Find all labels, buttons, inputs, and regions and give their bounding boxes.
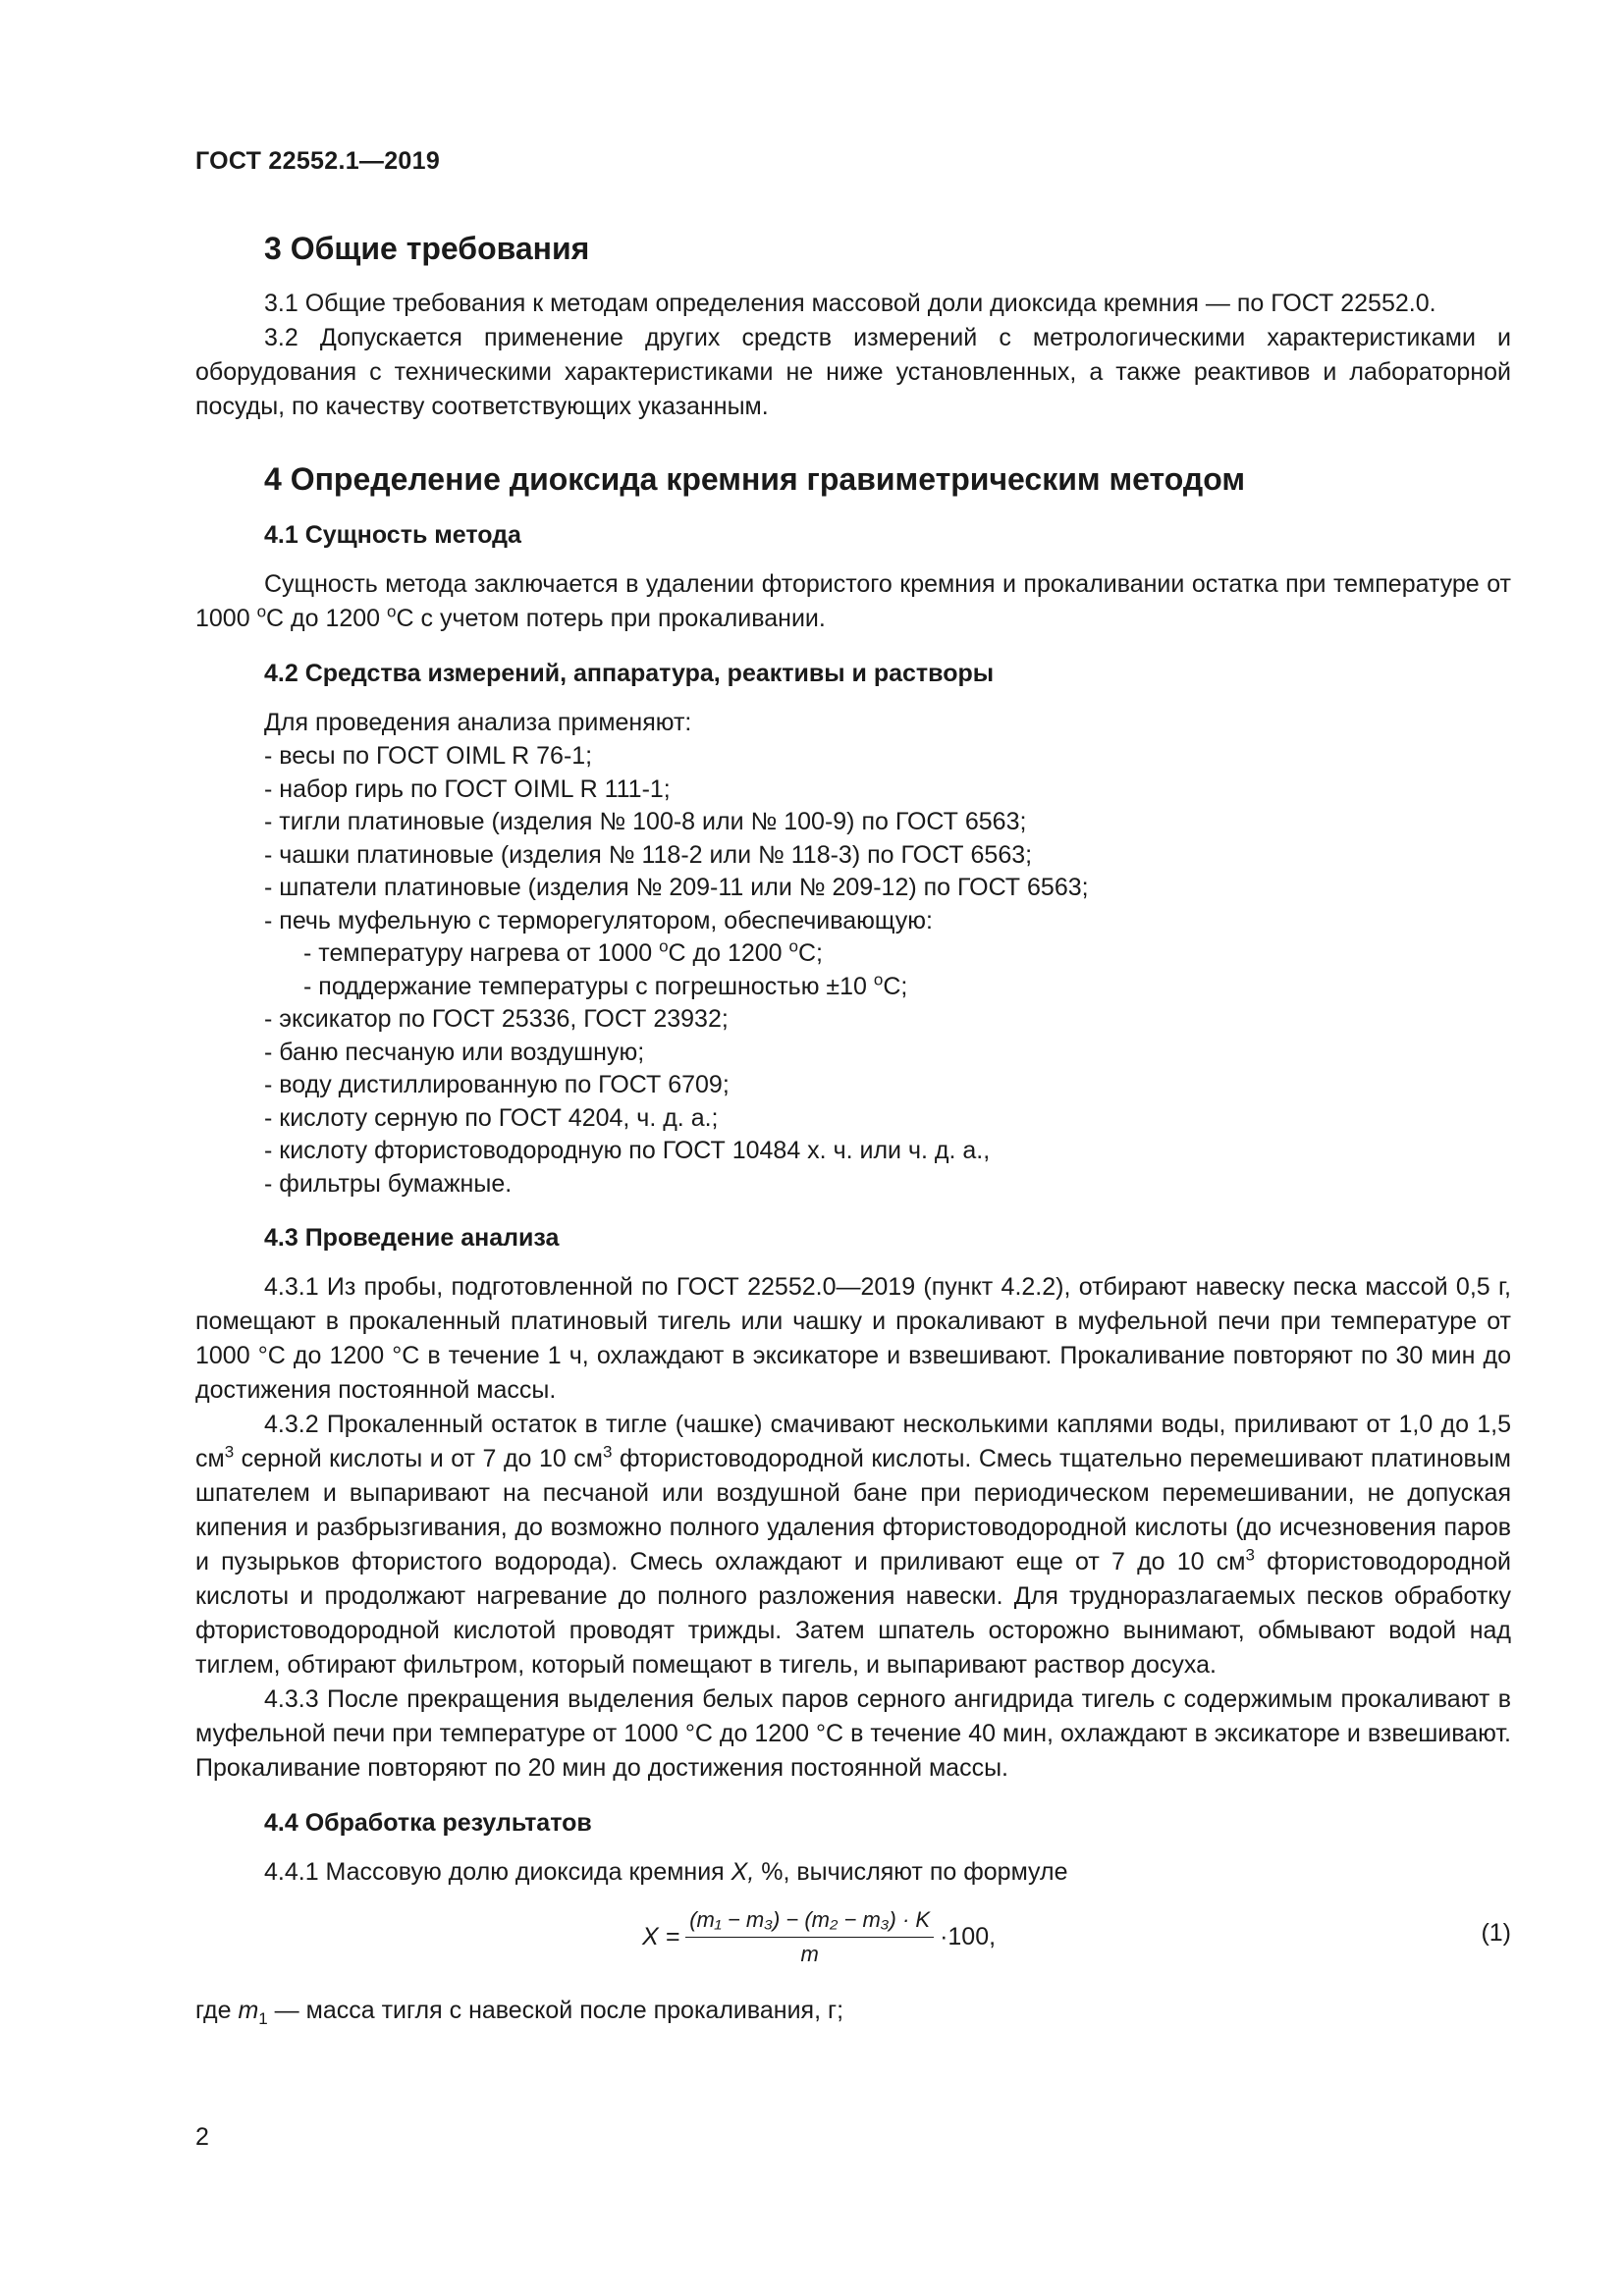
list-subitem: - поддержание температуры с погрешностью ±10 $^о$С; xyxy=(264,971,1511,1004)
subsection-4-2-title: 4.2 Средства измерений, аппаратура, реактивы и растворы xyxy=(264,660,995,687)
formula-lhs: X = xyxy=(642,1922,680,1950)
subsection-4-1-title: 4.1 Сущность метода xyxy=(264,521,521,549)
equipment-intro: Для проведения анализа применяют: xyxy=(264,709,692,736)
subsection-4-3-title: 4.3 Проведение анализа xyxy=(264,1224,560,1252)
document-page xyxy=(195,147,1511,2028)
paragraph-4-3-1: 4.3.1 Из пробы, подготовленной по ГОСТ 22552.0—2019 (пункт 4.2.2), отбирают навеску песка массой 0,5 г, помещают в прокаленный платиновый тигель или чашку и прокаливают в муфельной печи при температуре от 1000 °С до 1200 °С в течение 1 ч, охлаждают в эксикаторе и взвешивают. Прокаливание повторяют по 30 мин до достижения постоянной массы. xyxy=(195,1273,1511,1404)
list-item: - набор гирь по ГОСТ OIML R 111-1; xyxy=(264,774,1511,807)
paragraph-3-1: 3.1 Общие требования к методам определения массовой доли диоксида кремния — по ГОСТ 22552.0. xyxy=(264,290,1436,317)
list-item: - баню песчаную или воздушную; xyxy=(264,1037,1511,1070)
paragraph-3-2: 3.2 Допускается применение других средств измерений с метрологическими характеристиками и оборудования с техническими характеристиками не ниже установленных, а также реактивов и лабораторной посуды, по качеству соответствующих указанным. xyxy=(195,324,1511,420)
list-item: - весы по ГОСТ OIML R 76-1; xyxy=(264,740,1511,774)
list-item: - печь муфельную с терморегулятором, обеспечивающую: xyxy=(264,905,1511,938)
list-item: - фильтры бумажные. xyxy=(264,1168,1511,1201)
paragraph-4-4-1: 4.4.1 Массовую долю диоксида кремния X, %, вычисляют по формуле xyxy=(264,1858,1068,1886)
paragraph-4-1: Сущность метода заключается в удалении фтористого кремния и прокаливании остатка при температуре от 1000 $^о$С до 1200 $^о$С с учетом потерь при прокаливании. xyxy=(195,570,1511,632)
list-item: - чашки платиновые (изделия № 118-2 или № 118-3) по ГОСТ 6563; xyxy=(264,839,1511,873)
page-number: 2 xyxy=(195,2123,209,2151)
list-item: - кислоту серную по ГОСТ 4204, ч. д. а.; xyxy=(264,1102,1511,1136)
formula xyxy=(642,1897,996,1976)
formula-where-line: где $m_1$ — масса тигля с навеской после прокаливания, г; xyxy=(195,1997,844,2028)
formula-rhs: ·100, xyxy=(940,1922,997,1950)
formula-fraction xyxy=(685,1907,934,1967)
subsection-4-4-title: 4.4 Обработка результатов xyxy=(264,1809,592,1837)
formula-numerator: (m₁ − m₃) − (m₂ − m₃) · K xyxy=(685,1907,934,1938)
section-4-title: 4 Определение диоксида кремния гравиметрическим методом xyxy=(264,461,1245,497)
list-item: - эксикатор по ГОСТ 25336, ГОСТ 23932; xyxy=(264,1003,1511,1037)
document-header: ГОСТ 22552.1—2019 xyxy=(195,147,441,175)
list-item: - воду дистиллированную по ГОСТ 6709; xyxy=(264,1069,1511,1102)
formula-row xyxy=(195,1897,1511,1976)
list-item: - кислоту фтористоводородную по ГОСТ 10484 х. ч. или ч. д. а., xyxy=(264,1135,1511,1168)
formula-number: (1) xyxy=(1481,1919,1511,1947)
list-item: - тигли платиновые (изделия № 100-8 или № 100-9) по ГОСТ 6563; xyxy=(264,806,1511,839)
paragraph-4-3-2: 4.3.2 Прокаленный остаток в тигле (чашке) смачивают несколькими каплями воды, приливают от 1,0 до 1,5 $см^3$ серной кислоты и от 7 до 10 $см^3$ фтористоводородной кислоты. Смесь тщательно перемешивают платиновым шпателем и выпаривают на песчаной или воздушной бане при периодическом перемешивании, не допуская кипения и разбрызгивания, до возможно полного удаления фтористоводородной кислоты (до исчезновения паров и пузырьков фтористого водорода). Смесь охлаждают и приливают еще от 7 до 10 $см^3$ фтористоводородной кислоты и продолжают нагревание до полного разложения навески. Для трудноразлагаемых песков обработку фтористоводородной кислотой проводят трижды. Затем шпатель осторожно вынимают, обмывают водой над тиглем, обтирают фильтром, который помещают в тигель, и выпаривают раствор досуха. xyxy=(195,1411,1511,1679)
paragraph-4-3-3: 4.3.3 После прекращения выделения белых паров серного ангидрида тигель с содержимым прокаливают в муфельной печи при температуре от 1000 °С до 1200 °С в течение 40 мин, охлаждают в эксикаторе и взвешивают. Прокаливание повторяют по 20 мин до достижения постоянной массы. xyxy=(195,1685,1511,1782)
section-3-title: 3 Общие требования xyxy=(264,231,590,266)
list-subitem: - температуру нагрева от 1000 $^о$С до 1200 $^о$С; xyxy=(264,937,1511,971)
list-item: - шпатели платиновые (изделия № 209-11 или № 209-12) по ГОСТ 6563; xyxy=(264,872,1511,905)
formula-denominator: m xyxy=(800,1941,819,1966)
equipment-list xyxy=(264,740,1511,1201)
